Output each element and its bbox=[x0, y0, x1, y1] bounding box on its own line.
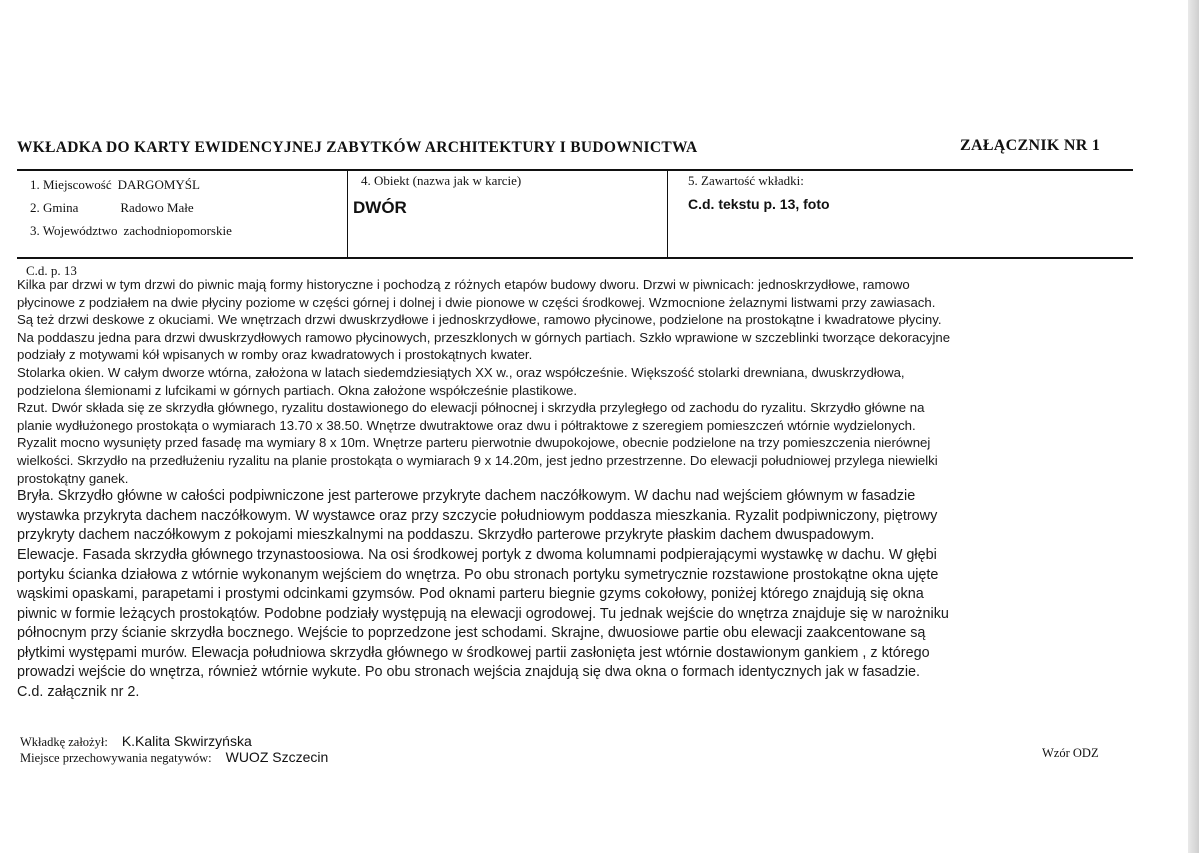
body-line: prostokątny ganek. bbox=[17, 470, 129, 486]
body-line: północnym przy ścianie skrzydła bocznego. Wejście to poprzedzone jest schodami. Skrajne, dwuosiowe partie obu elewacji zaakcentowane są bbox=[17, 625, 926, 642]
body-line: wielkości. Skrzydło na przedłużeniu ryzalitu na planie prostokąta o wymiarach 9 x 14.20m, jest jedno przestrzenne. Do elewacji południowej przylega niewielki bbox=[17, 452, 938, 468]
miejscowosc-label: 1. Miejscowość bbox=[30, 177, 112, 192]
column-divider-1 bbox=[347, 171, 348, 257]
obiekt-value: DWÓR bbox=[353, 198, 407, 217]
gmina-label: 2. Gmina bbox=[30, 200, 79, 215]
annex-number: ZAŁĄCZNIK NR 1 bbox=[960, 137, 1101, 154]
body-line: Na poddaszu jedna para drzwi dwuskrzydłowych ramowo płycinowych, przeszklonych w górnych partiach. Szkło wprawione w szczeblinki tworzące dekoracyjne bbox=[17, 329, 951, 345]
body-line: Stolarka okien. W całym dworze wtórna, założona w latach siedemdziesiątych XX w., oraz współcześnie. Większość stolarki drewniana, dwuskrzydłowa, bbox=[17, 364, 905, 380]
storage-label: Miejsce przechowywania negatywów: bbox=[20, 751, 212, 765]
wojewodztwo-value: zachodniopomorskie bbox=[123, 223, 232, 238]
body-line: Rzut. Dwór składa się ze skrzydła głównego, ryzalitu dostawionego do elewacji północnej i skrzydła przyległego od zachodu do ryzalitu. Skrzydło główne na bbox=[17, 400, 925, 416]
storage-row bbox=[20, 749, 328, 766]
field-wojewodztwo bbox=[30, 223, 232, 239]
body-line: prowadzi wejście do wnętrza, również wtórnie wykute. Po obu stronach wejścia znajdują się dwa okna o formach identycznych jak w fasadzie. bbox=[17, 664, 921, 681]
body-line: wystawka przykryta dachem naczółkowym. W wystawce oraz przy szczycie południowym poddasza mieszkania. Ryzalit podpiwniczony, piętrowy bbox=[17, 507, 938, 524]
body-line: portyku ścianka działowa z wtórnie wykonanym wejściem do wnętrza. Po obu stronach portyku symetrycznie rozstawione prostokątne okna ujęte bbox=[17, 566, 939, 583]
gmina-value: Radowo Małe bbox=[120, 200, 194, 215]
body-line: płytkimi występami murów. Elewacja południowa skrzydła głównego w środkowej partii zasłonięta jest wtórnie dostawionym gankiem , z którego bbox=[17, 644, 930, 661]
column-divider-2 bbox=[667, 171, 668, 257]
field-miejscowosc bbox=[30, 177, 200, 193]
form-title: WKŁADKA DO KARTY EWIDENCYJNEJ ZABYTKÓW ARCHITEKTURY I BUDOWNICTWA bbox=[17, 139, 698, 156]
wojewodztwo-label: 3. Województwo bbox=[30, 223, 118, 238]
body-line: Ryzalit mocno wysunięty przed fasadę ma wymiary 8 x 10m. Wnętrze parteru pierwotnie dwupokojowe, obecnie podzielone na trzy pomieszczenia nierównej bbox=[17, 435, 931, 451]
body-line: Bryła. Skrzydło główne w całości podpiwniczone jest parterowe przykryte dachem naczółkowym. W dachu nad wejściem głównym w fasadzie bbox=[17, 488, 916, 505]
storage-value: WUOZ Szczecin bbox=[225, 749, 329, 765]
body-line: podziały z motywami kół wpisanych w romby oraz kwadratowych i prostokątnych kwater. bbox=[17, 347, 533, 363]
author-row bbox=[20, 733, 252, 750]
body-line: Elewacje. Fasada skrzydła głównego trzynastoosiowa. Na osi środkowej portyk z dwoma kolumnami podpierającymi wystawkę w dachu. W głębi bbox=[17, 546, 937, 563]
header-rule-top bbox=[17, 169, 1133, 171]
form-template-label: Wzór ODZ bbox=[1042, 746, 1099, 760]
zawartosc-value: C.d. tekstu p. 13, foto bbox=[688, 196, 830, 212]
author-value: K.Kalita Skwirzyńska bbox=[121, 733, 252, 749]
body-line: Kilka par drzwi w tym drzwi do piwnic mają formy historyczne i pochodzą z różnych etapów budowy dworu. Drzwi w piwnicach: jednoskrzydłowe, ramowo bbox=[17, 277, 910, 292]
body-line: planie wydłużonego prostokąta o wymiarach 13.70 x 38.50. Wnętrze dwutraktowe oraz dwu i półtraktowe z szeregiem pomieszczeń wtórnie wydzielonych. bbox=[17, 417, 916, 433]
header-rule-bottom bbox=[17, 257, 1133, 259]
author-label: Wkładkę założył: bbox=[20, 735, 108, 749]
body-line: C.d. załącznik nr 2. bbox=[17, 684, 140, 701]
body-text bbox=[17, 276, 1133, 703]
body-line: przykryty dachem naczółkowym z pokojami mieszkalnymi na poddaszu. Skrzydło parterowe przykryte płaskim dachem dwuspadowym. bbox=[17, 527, 875, 544]
body-line: podzielona ślemionami z lufcikami w górnych partiach. Okna założone współcześnie plastikowe. bbox=[17, 382, 578, 398]
body-line: piwnic w formie leżących prostokątów. Podobne podziały występują na elewacji ogrodowej. Tu jednak wejście do wnętrza znajduje się w narożniku bbox=[17, 605, 949, 622]
scan-edge bbox=[1188, 0, 1199, 853]
miejscowosc-value: DARGOMYŚL bbox=[117, 177, 200, 192]
obiekt-label: 4. Obiekt (nazwa jak w karcie) bbox=[361, 173, 522, 188]
body-line: wąskimi opaskami, parapetami i prostymi odcinkami gzymsów. Pod oknami parteru biegnie gzyms cokołowy, poniżej którego znajdują się okna bbox=[17, 586, 924, 603]
continuation-label: C.d. p. 13 bbox=[26, 263, 77, 278]
body-line: płycinowe z podziałem na dwie płyciny poziome w części górnej i dolnej i dwie pionowe w części środkowej. Wzmocnione żelaznymi listwami przy zawiasach. bbox=[17, 294, 936, 310]
zawartosc-label: 5. Zawartość wkładki: bbox=[688, 173, 804, 188]
body-line: Są też drzwi deskowe z okuciami. We wnętrzach drzwi dwuskrzydłowe i jednoskrzydłowe, ramowo płycinowe, podzielone na prostokątne i kwadratowe płyciny. bbox=[17, 312, 942, 328]
field-gmina bbox=[30, 200, 194, 216]
